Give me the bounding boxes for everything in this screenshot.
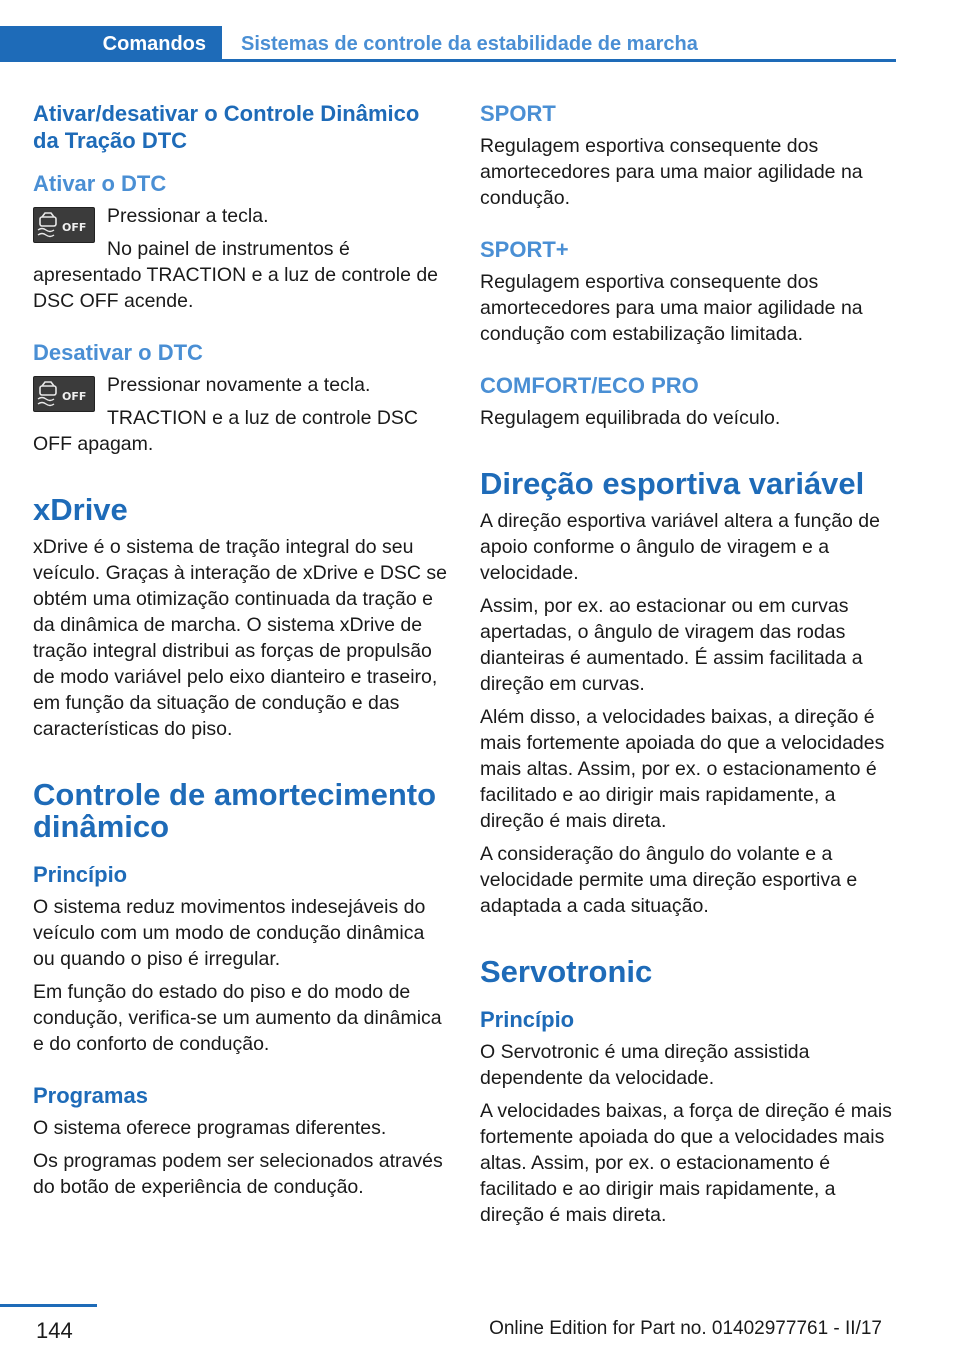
- servotronic-p2: A velocidades baixas, a força de direção é mais fortemente apoiada do que a velocidades mais altas. Assim, por ex. o estacionamento é facilitado e ao dirigir mais rapidamente, a direção é mais direta.: [480, 1100, 892, 1226]
- footer-rule: [0, 1304, 97, 1307]
- sport-plus-text: Regulagem esportiva consequente dos amortecedores para uma maior agilidade na condução com estabilização limitada.: [480, 271, 863, 345]
- xdrive-text: xDrive é o sistema de tração integral do seu veículo. Graças à interação de xDrive e DSC se obtém uma otimização continuada da tração e da dinâmica de marcha. O sistema xDrive de tração integral distribui as forças de propulsão de modo variável pelo eixo dianteiro e traseiro, em função da situação de condução e das características do piso.: [33, 536, 448, 740]
- edition-note: Online Edition for Part no. 01402977761 - II/17: [489, 1318, 882, 1339]
- header-section-tab: Comandos: [0, 26, 222, 62]
- left-column: [33, 100, 447, 1207]
- steering-heading: Direção esportiva variável: [480, 466, 865, 501]
- programs-heading: Programas: [33, 1083, 148, 1108]
- deactivate-step-2: TRACTION e a luz de controle DSC OFF apagam.: [33, 407, 419, 455]
- dtc-off-button-icon: [33, 207, 95, 243]
- servotronic-principle-heading: Princípio: [480, 1007, 575, 1032]
- damping-heading: Controle de amortecimento dinâmico: [33, 777, 437, 844]
- programs-p1: O sistema oferece programas diferentes.: [33, 1117, 387, 1139]
- deactivate-dtc-block: [33, 372, 447, 464]
- sport-plus-heading: SPORT+: [480, 237, 569, 262]
- deactivate-dtc-heading: Desativar o DTC: [33, 340, 203, 365]
- deactivate-step-1: Pressionar novamente a tecla.: [107, 374, 371, 396]
- comfort-heading: COMFORT/ECO PRO: [480, 373, 699, 398]
- dtc-section-title: Ativar/desativar o Controle Dinâmico da Tração DTC: [33, 101, 420, 153]
- dtc-off-label: OFF: [62, 390, 87, 403]
- sport-heading: SPORT: [480, 101, 556, 126]
- xdrive-heading: xDrive: [33, 492, 128, 527]
- page-header: [0, 26, 896, 62]
- steering-p2: Assim, por ex. ao estacionar ou em curvas apertadas, o ângulo de viragem das rodas dianteiras é aumentado. É assim facilitada a direção em curvas.: [480, 595, 863, 695]
- page-number: 144: [36, 1318, 73, 1343]
- programs-p2: Os programas podem ser selecionados através do botão de experiência de condução.: [33, 1150, 443, 1198]
- servotronic-p1: O Servotronic é uma direção assistida dependente da velocidade.: [480, 1041, 810, 1089]
- damping-principle-p1: O sistema reduz movimentos indesejáveis do veículo com um modo de condução dinâmica ou quando o piso é irregular.: [33, 896, 426, 970]
- comfort-text: Regulagem equilibrada do veículo.: [480, 407, 781, 429]
- steering-p3: Além disso, a velocidades baixas, a direção é mais fortemente apoiada do que a velocidades mais altas. Assim, por ex. o estacionamento é facilitado e ao dirigir mais rapidamente, a direção é mais direta.: [480, 706, 885, 832]
- header-chapter-title: Sistemas de controle da estabilidade de marcha: [241, 33, 698, 55]
- steering-p4: A consideração do ângulo do volante e a velocidade permite uma direção esportiva e adaptada a cada situação.: [480, 843, 858, 917]
- damping-principle-heading: Princípio: [33, 862, 128, 887]
- activate-step-1: Pressionar a tecla.: [107, 205, 269, 227]
- dtc-off-label: OFF: [62, 221, 87, 234]
- activate-dtc-block: [33, 203, 447, 321]
- activate-step-2: No painel de instrumentos é apresentado TRACTION e a luz de controle de DSC OFF acende.: [33, 238, 439, 312]
- damping-principle-p2: Em função do estado do piso e do modo de condução, verifica-se um aumento da dinâmica e do conforto de condução.: [33, 981, 442, 1055]
- dtc-off-button-icon: [33, 376, 95, 412]
- servotronic-heading: Servotronic: [480, 954, 653, 989]
- steering-p1: A direção esportiva variável altera a função de apoio conforme o ângulo de viragem e a velocidade.: [480, 510, 880, 584]
- right-column: [480, 100, 894, 1235]
- header-rule: [222, 59, 896, 62]
- sport-text: Regulagem esportiva consequente dos amortecedores para uma maior agilidade na condução.: [480, 135, 863, 209]
- activate-dtc-heading: Ativar o DTC: [33, 171, 167, 196]
